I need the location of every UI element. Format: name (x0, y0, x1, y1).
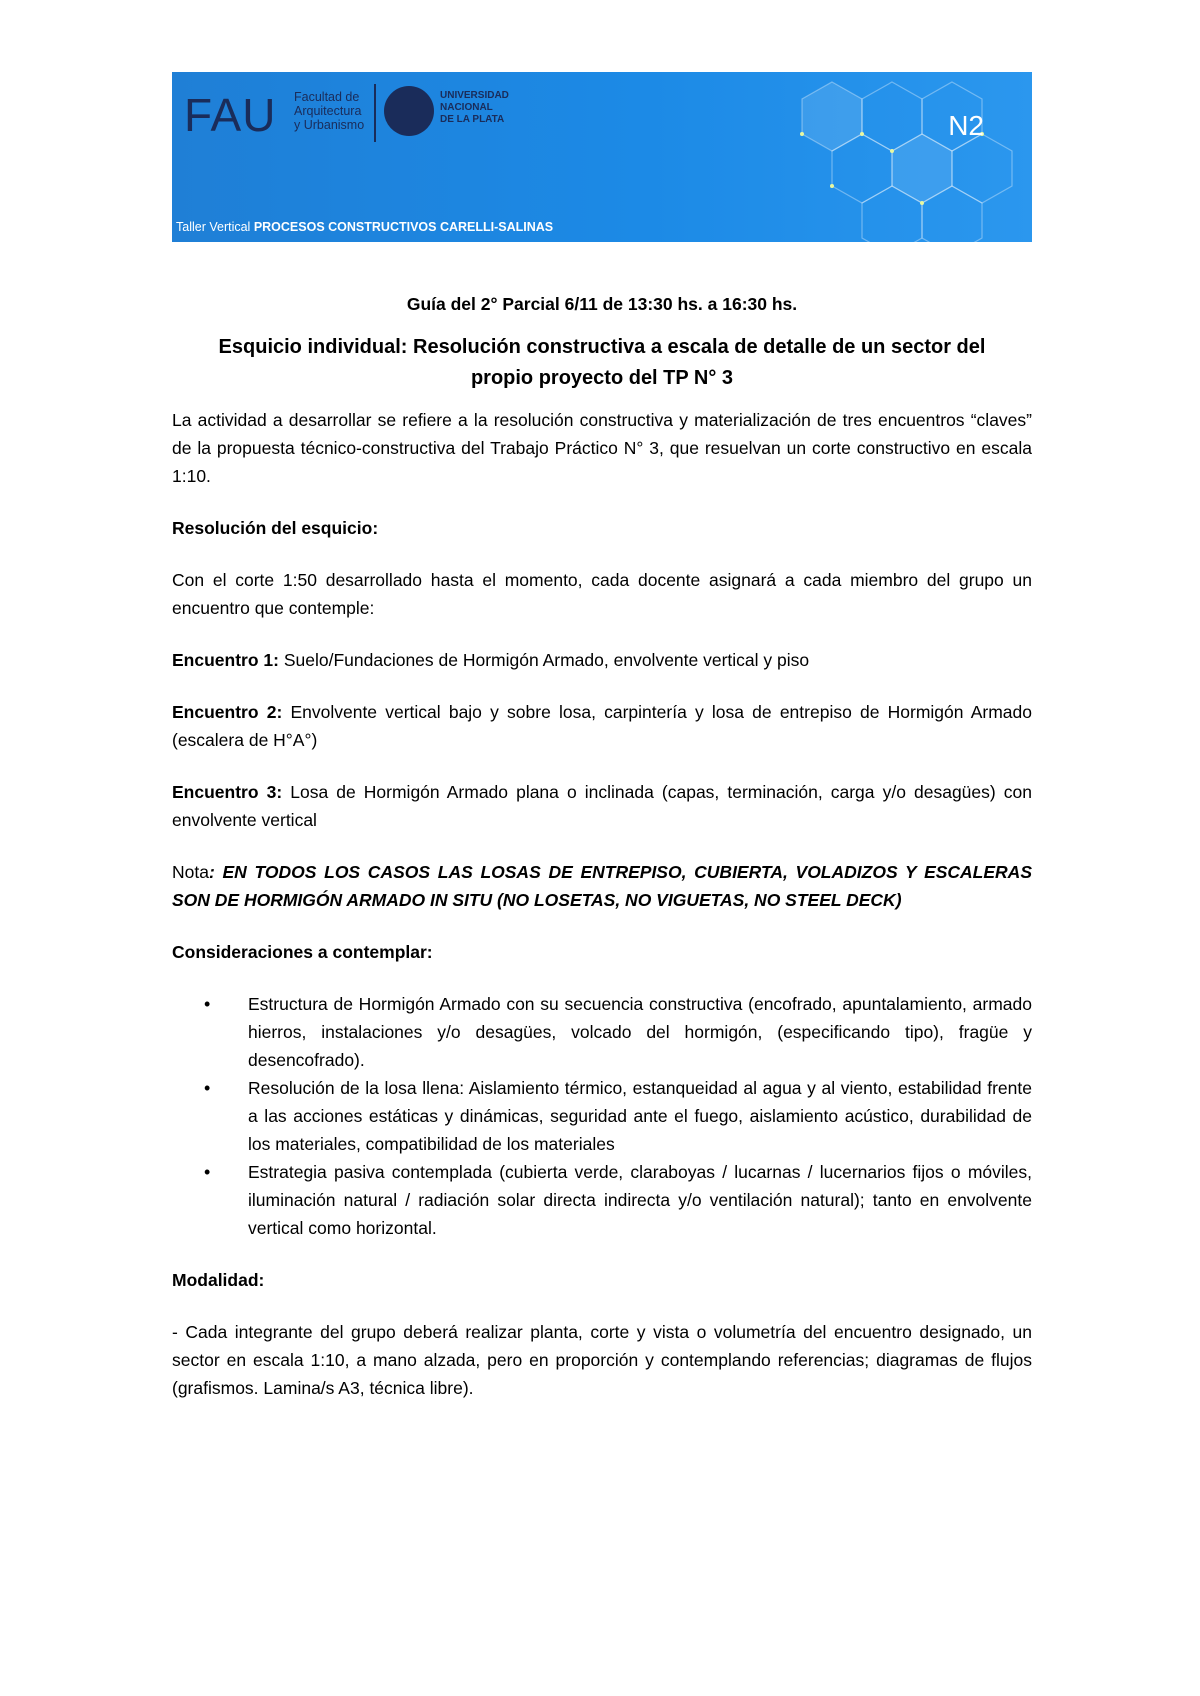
header-banner (172, 72, 1032, 242)
nota-paragraph (172, 858, 1032, 914)
encuentro-label: Encuentro 1: (172, 650, 279, 670)
resolucion-paragraph: Con el corte 1:50 desarrollado hasta el momento, cada docente asignará a cada miembro del grupo un encuentro que contemple: (172, 570, 1032, 618)
fau-sub-line: Arquitectura (294, 104, 362, 118)
taller-caption (176, 220, 553, 234)
modalidad-heading: Modalidad: (172, 1270, 265, 1290)
encuentro-text: Losa de Hormigón Armado plana o inclinada (capas, terminación, carga y/o desagües) con envolvente vertical (172, 782, 1032, 830)
fau-subtitle (294, 90, 364, 132)
title-line: Esquicio individual: Resolución constructiva a escala de detalle de un sector del (218, 336, 986, 358)
list-item: • Resolución de la losa llena: Aislamiento térmico, estanqueidad al agua y al viento, estabilidad frente a las acciones estáticas y dinámicas, seguridad ante el fuego, aislamiento acústico, durabilidad de los materiales, compatibilidad de los materiales (248, 1074, 1032, 1158)
resolucion-heading: Resolución del esquicio: (172, 518, 379, 538)
title-line: propio proyecto del TP N° 3 (470, 367, 734, 389)
encuentro-1 (172, 646, 1032, 674)
guia-line: Guía del 2° Parcial 6/11 de 13:30 hs. a 16:30 hs. (406, 294, 798, 314)
modalidad-paragraph: - Cada integrante del grupo deberá realizar planta, corte y vista o volumetría del encuentro designado, un sector en escala 1:10, a mano alzada, pero en proporción y contemplando referencias; diagramas de flujos (grafismos. Lamina/s A3, técnica libre). (172, 1322, 1032, 1398)
logo-divider (374, 84, 376, 142)
unlp-line: NACIONAL (440, 102, 493, 113)
fau-sub-line: Facultad de (294, 90, 360, 104)
fau-logo: FAU (184, 89, 277, 141)
taller-prefix: Taller Vertical (176, 220, 254, 234)
taller-name: PROCESOS CONSTRUCTIVOS CARELLI-SALINAS (253, 220, 554, 234)
encuentro-3 (172, 778, 1032, 834)
list-item: • Estructura de Hormigón Armado con su secuencia constructiva (encofrado, apuntalamiento, armado hierros, instalaciones y/o desagües, volcado del hormigón, (especificando tipo), fragüe y desencofrado). (248, 990, 1032, 1074)
page-title (172, 332, 1032, 394)
level-badge: N2 (948, 110, 984, 141)
list-item: • Estrategia pasiva contemplada (cubierta verde, claraboyas / lucarnas / lucernarios fijos o móviles, iluminación natural / radiación solar directa indirecta y/o ventilación natural); tanto en envolvente vertical como horizontal. (248, 1158, 1032, 1242)
nota-text: : EN TODOS LOS CASOS LAS LOSAS DE ENTREPISO, CUBIERTA, VOLADIZOS Y ESCALERAS SON DE HORMIGÓN ARMADO IN SITU (NO LOSETAS, NO VIGUETAS, NO STEEL DECK) (172, 862, 1032, 910)
fau-sub-line: y Urbanismo (294, 118, 365, 132)
consideraciones-list (172, 990, 1032, 1242)
university-seal-icon (384, 86, 434, 136)
unlp-logo-text (440, 90, 509, 126)
encuentro-text: Suelo/Fundaciones de Hormigón Armado, envolvente vertical y piso (278, 650, 810, 670)
nota-label: Nota (172, 862, 209, 882)
document-body (172, 290, 1032, 1426)
consideraciones-heading: Consideraciones a contemplar: (172, 942, 433, 962)
encuentro-2 (172, 698, 1032, 754)
unlp-line: UNIVERSIDAD (440, 90, 509, 101)
hexagon-pattern-icon (772, 72, 1032, 242)
encuentro-label: Encuentro 2: (172, 702, 283, 722)
intro-paragraph: La actividad a desarrollar se refiere a la resolución constructiva y materialización de tres encuentros “claves” de la propuesta técnico-constructiva del Trabajo Práctico N° 3, que resuelvan un corte constructivo en escala 1:10. (172, 410, 1032, 486)
encuentro-label: Encuentro 3: (172, 782, 283, 802)
unlp-line: DE LA PLATA (440, 114, 505, 125)
encuentro-text: Envolvente vertical bajo y sobre losa, carpintería y losa de entrepiso de Hormigón Armado (escalera de H°A°) (172, 702, 1032, 750)
